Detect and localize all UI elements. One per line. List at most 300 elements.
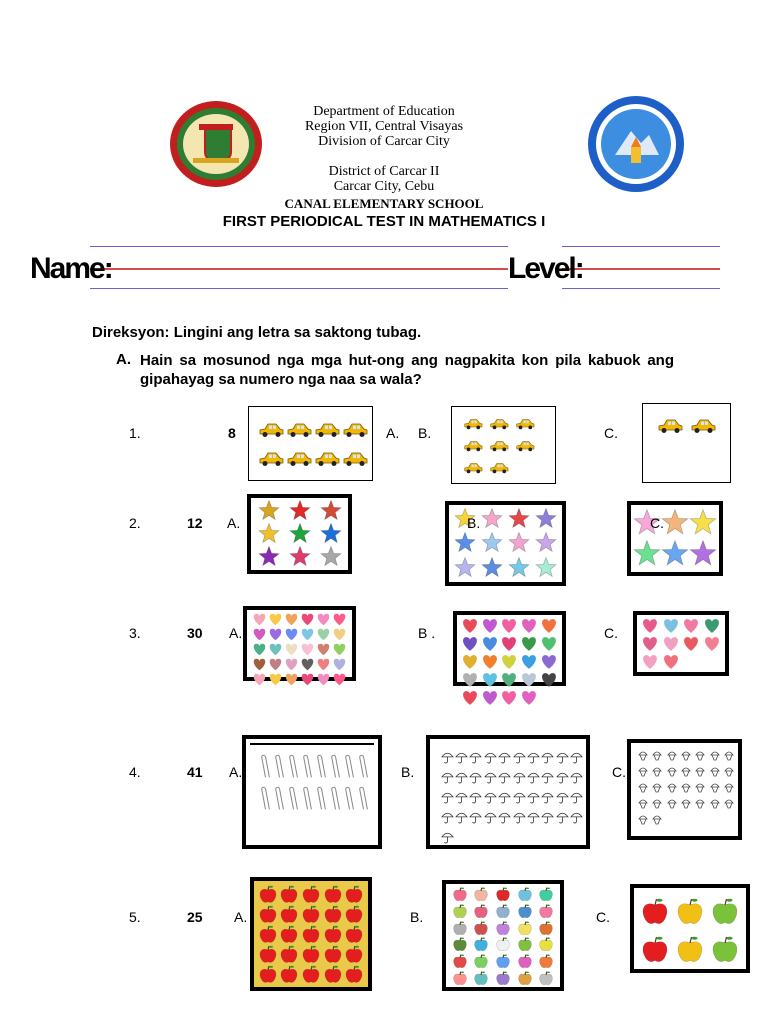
heart-icon xyxy=(640,653,661,671)
umbrella-icon xyxy=(512,807,526,827)
umbrella-icon xyxy=(570,767,584,787)
item-3-value: 30 xyxy=(187,625,203,641)
apple-icon xyxy=(492,919,514,936)
cupcake-icon xyxy=(679,763,693,779)
umbrella-icon xyxy=(541,787,555,807)
dept-name: Department of Education xyxy=(313,104,455,119)
cupcake-icon xyxy=(636,779,650,795)
apple-icon xyxy=(492,886,514,903)
umbrella-icon xyxy=(454,767,468,787)
umbrella-icon xyxy=(440,787,454,807)
umbrella-icon xyxy=(498,767,512,787)
umbrella-icon xyxy=(469,767,483,787)
car-icon xyxy=(486,435,512,457)
cupcake-icon xyxy=(679,779,693,795)
cupcake-icon xyxy=(665,763,679,779)
item-4-option-c-picture[interactable] xyxy=(627,739,742,840)
star-icon xyxy=(661,507,689,539)
apple-icon xyxy=(279,964,301,984)
level-label: Level: xyxy=(508,252,583,285)
heart-icon xyxy=(332,627,348,642)
car-icon xyxy=(460,457,486,479)
item-5-option-a-picture[interactable] xyxy=(250,877,372,991)
umbrella-icon xyxy=(541,767,555,787)
cupcake-icon xyxy=(722,779,736,795)
cupcake-icon xyxy=(693,795,707,811)
heart-icon xyxy=(460,635,480,653)
car-icon xyxy=(653,414,686,438)
heart-icon xyxy=(299,672,315,687)
section-a-question xyxy=(140,351,674,389)
heart-icon xyxy=(539,671,559,689)
heart-icon xyxy=(316,627,332,642)
hanger-icon xyxy=(342,751,356,783)
umbrella-icon xyxy=(483,767,497,787)
car-icon xyxy=(257,444,285,473)
cupcake-icon xyxy=(650,763,664,779)
heart-icon xyxy=(299,612,315,627)
hanger-icon xyxy=(314,751,328,783)
car-icon xyxy=(313,444,341,473)
hanger-icon xyxy=(258,751,272,783)
car-icon xyxy=(341,415,369,444)
cupcake-icon xyxy=(707,763,721,779)
heart-icon xyxy=(299,642,315,657)
heart-icon xyxy=(283,642,299,657)
heart-icon xyxy=(661,635,682,653)
heart-icon xyxy=(539,653,559,671)
heart-icon xyxy=(480,671,500,689)
star-icon xyxy=(284,523,315,546)
apple-icon xyxy=(322,884,344,904)
directions: Direksyon: Lingini ang letra sa saktong tubag. xyxy=(92,324,422,341)
apple-icon xyxy=(492,969,514,986)
apple-icon xyxy=(257,944,279,964)
item-3-option-c[interactable]: C. xyxy=(604,625,618,641)
car-icon xyxy=(341,444,369,473)
apple-icon xyxy=(279,904,301,924)
umbrella-icon xyxy=(526,767,540,787)
apple-icon xyxy=(257,884,279,904)
item-2-option-c[interactable]: C. xyxy=(650,515,664,531)
school-logo xyxy=(588,96,684,192)
hanger-icon xyxy=(300,783,314,815)
star-icon xyxy=(533,531,560,555)
item-3-number: 3. xyxy=(129,625,141,641)
item-4-option-c[interactable]: C. xyxy=(612,764,626,780)
item-1-option-c[interactable]: C. xyxy=(604,425,618,441)
section-a-line1: Hain sa mosunod nga mga hut-ong ang nagpakita kon pila kabuok ang xyxy=(140,352,674,369)
car-icon xyxy=(313,415,341,444)
umbrella-icon xyxy=(526,747,540,767)
item-4-option-a-picture[interactable] xyxy=(242,735,382,849)
heart-icon xyxy=(500,671,520,689)
umbrella-icon xyxy=(555,747,569,767)
header-text xyxy=(184,104,584,194)
umbrella-icon xyxy=(512,767,526,787)
apple-icon xyxy=(322,904,344,924)
apple-icon xyxy=(638,892,673,930)
hanger-icon xyxy=(286,751,300,783)
apple-icon xyxy=(322,924,344,944)
item-4-value: 41 xyxy=(187,764,203,780)
hanger-icon xyxy=(342,783,356,815)
item-4-option-b-picture[interactable] xyxy=(426,735,590,849)
apple-icon xyxy=(514,969,536,986)
apple-icon xyxy=(449,953,471,970)
apple-icon xyxy=(343,904,365,924)
heart-icon xyxy=(480,635,500,653)
name-level-form xyxy=(0,238,768,298)
heart-icon xyxy=(251,627,267,642)
heart-icon xyxy=(267,657,283,672)
star-icon xyxy=(284,545,315,568)
cupcake-icon xyxy=(722,763,736,779)
umbrella-icon xyxy=(570,787,584,807)
umbrella-icon xyxy=(498,807,512,827)
heart-icon xyxy=(480,653,500,671)
level-line-mid xyxy=(562,268,720,270)
item-5-number: 5. xyxy=(129,909,141,925)
umbrella-icon xyxy=(512,787,526,807)
apple-icon xyxy=(300,944,322,964)
star-icon xyxy=(451,556,478,580)
name-line-top xyxy=(90,246,508,247)
apple-icon xyxy=(471,903,493,920)
heart-icon xyxy=(519,689,539,707)
item-1-option-b-picture[interactable] xyxy=(451,406,556,484)
star-icon xyxy=(533,507,560,531)
star-icon xyxy=(533,556,560,580)
item-3-option-a-picture[interactable] xyxy=(243,606,356,681)
star-icon xyxy=(284,500,315,523)
umbrella-icon xyxy=(440,767,454,787)
heart-icon xyxy=(519,671,539,689)
heart-icon xyxy=(519,617,539,635)
heart-icon xyxy=(316,612,332,627)
item-3-option-b-picture[interactable] xyxy=(453,611,566,686)
cupcake-icon xyxy=(650,779,664,795)
hanger-icon xyxy=(328,751,342,783)
umbrella-icon xyxy=(570,807,584,827)
apple-icon xyxy=(638,930,673,968)
item-4-option-a[interactable]: A. xyxy=(229,764,243,780)
apple-icon xyxy=(492,936,514,953)
heart-icon xyxy=(460,671,480,689)
cupcake-icon xyxy=(665,747,679,763)
umbrella-icon xyxy=(483,807,497,827)
cupcake-icon xyxy=(693,763,707,779)
apple-icon xyxy=(300,924,322,944)
apple-icon xyxy=(471,953,493,970)
apple-icon xyxy=(300,904,322,924)
apple-icon xyxy=(514,919,536,936)
umbrella-icon xyxy=(526,807,540,827)
apple-icon xyxy=(707,892,742,930)
apple-icon xyxy=(514,953,536,970)
apple-icon xyxy=(279,944,301,964)
apple-icon xyxy=(535,886,557,903)
section-a-letter: A. xyxy=(116,351,131,368)
item-5-value: 25 xyxy=(187,909,203,925)
apple-icon xyxy=(343,924,365,944)
apple-icon xyxy=(514,936,536,953)
cupcake-icon xyxy=(707,779,721,795)
umbrella-icon xyxy=(512,747,526,767)
item-1-value: 8 xyxy=(228,425,236,441)
heart-icon xyxy=(283,672,299,687)
heart-icon xyxy=(539,635,559,653)
apple-icon xyxy=(535,969,557,986)
apple-icon xyxy=(449,969,471,986)
star-icon xyxy=(633,539,661,571)
car-icon xyxy=(460,435,486,457)
apple-icon xyxy=(449,936,471,953)
section-a-line2: gipahayag sa numero nga naa sa wala? xyxy=(140,371,422,388)
car-icon xyxy=(512,435,538,457)
umbrella-icon xyxy=(541,747,555,767)
heart-icon xyxy=(500,617,520,635)
apple-icon xyxy=(279,884,301,904)
star-icon xyxy=(689,507,717,539)
car-icon xyxy=(686,414,719,438)
heart-icon xyxy=(500,689,520,707)
heart-icon xyxy=(267,642,283,657)
cupcake-icon xyxy=(650,747,664,763)
umbrella-icon xyxy=(440,807,454,827)
apple-icon xyxy=(471,919,493,936)
hanger-icon xyxy=(356,783,370,815)
car-icon xyxy=(460,413,486,435)
heart-icon xyxy=(702,617,723,635)
cupcake-icon xyxy=(707,747,721,763)
item-5-option-a[interactable]: A. xyxy=(234,909,248,925)
item-5-option-c[interactable]: C. xyxy=(596,909,610,925)
heart-icon xyxy=(283,657,299,672)
school-name: CANAL ELEMENTARY SCHOOL xyxy=(284,196,484,211)
apple-icon xyxy=(322,944,344,964)
heart-icon xyxy=(283,627,299,642)
apple-icon xyxy=(673,892,708,930)
heart-icon xyxy=(460,617,480,635)
apple-icon xyxy=(492,953,514,970)
umbrella-icon xyxy=(440,747,454,767)
apple-icon xyxy=(257,924,279,944)
apple-icon xyxy=(707,930,742,968)
item-2-option-a-picture[interactable] xyxy=(247,494,352,574)
cupcake-icon xyxy=(636,763,650,779)
hanger-icon xyxy=(272,751,286,783)
cupcake-icon xyxy=(665,779,679,795)
item-3-option-b[interactable]: B . xyxy=(418,625,436,641)
heart-icon xyxy=(251,642,267,657)
umbrella-icon xyxy=(555,807,569,827)
cupcake-icon xyxy=(707,795,721,811)
star-icon xyxy=(478,556,505,580)
heart-icon xyxy=(251,672,267,687)
item-2-value: 12 xyxy=(187,515,203,531)
umbrella-icon xyxy=(483,787,497,807)
heart-icon xyxy=(316,642,332,657)
star-icon xyxy=(661,539,689,571)
division-name: Division of Carcar City xyxy=(318,134,450,149)
umbrella-icon xyxy=(483,747,497,767)
heart-icon xyxy=(681,635,702,653)
apple-icon xyxy=(322,964,344,984)
city-name: Carcar City, Cebu xyxy=(333,179,435,194)
car-icon xyxy=(486,457,512,479)
star-icon xyxy=(478,531,505,555)
hanger-icon xyxy=(356,751,370,783)
car-icon xyxy=(285,415,313,444)
apple-icon xyxy=(257,904,279,924)
heart-icon xyxy=(500,635,520,653)
item-1-number: 1. xyxy=(129,425,141,441)
heart-icon xyxy=(519,653,539,671)
cupcake-icon xyxy=(722,795,736,811)
heart-icon xyxy=(332,672,348,687)
heart-icon xyxy=(661,653,682,671)
heart-icon xyxy=(251,657,267,672)
heart-icon xyxy=(480,689,500,707)
umbrella-icon xyxy=(498,747,512,767)
apple-icon xyxy=(279,924,301,944)
heart-icon xyxy=(299,657,315,672)
item-5-option-b[interactable]: B. xyxy=(410,909,424,925)
apple-icon xyxy=(449,886,471,903)
heart-icon xyxy=(640,617,661,635)
item-3-option-a[interactable]: A. xyxy=(229,625,243,641)
umbrella-icon xyxy=(454,747,468,767)
apple-icon xyxy=(449,903,471,920)
heart-icon xyxy=(267,672,283,687)
heart-icon xyxy=(332,612,348,627)
umbrella-icon xyxy=(555,767,569,787)
heart-icon xyxy=(267,627,283,642)
star-icon xyxy=(506,531,533,555)
apple-icon xyxy=(514,903,536,920)
cupcake-icon xyxy=(636,811,650,827)
heart-icon xyxy=(332,642,348,657)
item-4-number: 4. xyxy=(129,764,141,780)
cupcake-icon xyxy=(636,747,650,763)
item-2-option-b[interactable]: B. xyxy=(467,515,481,531)
car-icon xyxy=(285,444,313,473)
name-line-bottom[interactable] xyxy=(90,288,508,289)
cupcake-icon xyxy=(679,795,693,811)
heart-icon xyxy=(460,689,480,707)
level-line-bottom[interactable] xyxy=(562,288,720,289)
heart-icon xyxy=(283,612,299,627)
cupcake-icon xyxy=(722,747,736,763)
umbrella-icon xyxy=(570,747,584,767)
test-title: FIRST PERIODICAL TEST IN MATHEMATICS I xyxy=(222,213,546,230)
item-1-option-b[interactable]: B. xyxy=(418,425,432,441)
apple-icon xyxy=(535,936,557,953)
car-icon xyxy=(512,413,538,435)
item-3-option-c-picture[interactable] xyxy=(633,611,729,676)
star-icon xyxy=(315,500,346,523)
hanger-icon xyxy=(328,783,342,815)
heart-icon xyxy=(480,617,500,635)
apple-icon xyxy=(449,919,471,936)
apple-icon xyxy=(535,903,557,920)
umbrella-icon xyxy=(469,787,483,807)
cupcake-icon xyxy=(665,795,679,811)
cupcake-icon xyxy=(650,811,664,827)
item-5-option-b-picture[interactable] xyxy=(442,880,564,991)
hanger-icon xyxy=(272,783,286,815)
star-icon xyxy=(506,507,533,531)
star-icon xyxy=(315,545,346,568)
heart-icon xyxy=(316,657,332,672)
hanger-icon xyxy=(258,783,272,815)
apple-icon xyxy=(257,964,279,984)
apple-icon xyxy=(343,884,365,904)
level-line-top xyxy=(562,246,720,247)
hanger-icon xyxy=(300,751,314,783)
apple-icon xyxy=(300,884,322,904)
name-line-mid xyxy=(90,268,508,270)
item-5-option-c-picture[interactable] xyxy=(630,884,750,973)
umbrella-icon xyxy=(454,807,468,827)
region-name: Region VII, Central Visayas xyxy=(304,119,464,134)
star-icon xyxy=(315,523,346,546)
item-2-option-a[interactable]: A. xyxy=(227,515,241,531)
item-1-option-a[interactable]: A. xyxy=(386,425,400,441)
heart-icon xyxy=(267,612,283,627)
cupcake-icon xyxy=(636,795,650,811)
car-icon xyxy=(486,413,512,435)
umbrella-icon xyxy=(526,787,540,807)
cupcake-icon xyxy=(650,795,664,811)
heart-icon xyxy=(661,617,682,635)
heart-icon xyxy=(299,627,315,642)
heart-icon xyxy=(332,657,348,672)
heart-icon xyxy=(539,617,559,635)
star-icon xyxy=(478,507,505,531)
umbrella-icon xyxy=(541,807,555,827)
item-1-option-a-picture[interactable] xyxy=(248,406,373,481)
cupcake-icon xyxy=(693,747,707,763)
item-4-option-b[interactable]: B. xyxy=(401,764,415,780)
umbrella-icon xyxy=(498,787,512,807)
item-2-option-c-picture[interactable] xyxy=(627,501,723,576)
item-2-option-b-picture[interactable] xyxy=(445,501,566,586)
apple-icon xyxy=(673,930,708,968)
heart-icon xyxy=(500,653,520,671)
heart-icon xyxy=(640,635,661,653)
item-1-option-c-picture[interactable] xyxy=(642,403,731,483)
apple-icon xyxy=(300,964,322,984)
heart-icon xyxy=(702,635,723,653)
star-icon xyxy=(689,539,717,571)
hanger-icon xyxy=(286,783,300,815)
apple-icon xyxy=(471,969,493,986)
cupcake-icon xyxy=(693,779,707,795)
umbrella-icon xyxy=(440,827,454,847)
heart-icon xyxy=(251,612,267,627)
apple-icon xyxy=(343,944,365,964)
umbrella-icon xyxy=(469,807,483,827)
car-icon xyxy=(257,415,285,444)
district-name: District of Carcar II xyxy=(328,164,440,179)
cupcake-icon xyxy=(679,747,693,763)
apple-icon xyxy=(514,886,536,903)
star-icon xyxy=(253,523,284,546)
apple-icon xyxy=(471,886,493,903)
apple-icon xyxy=(471,936,493,953)
